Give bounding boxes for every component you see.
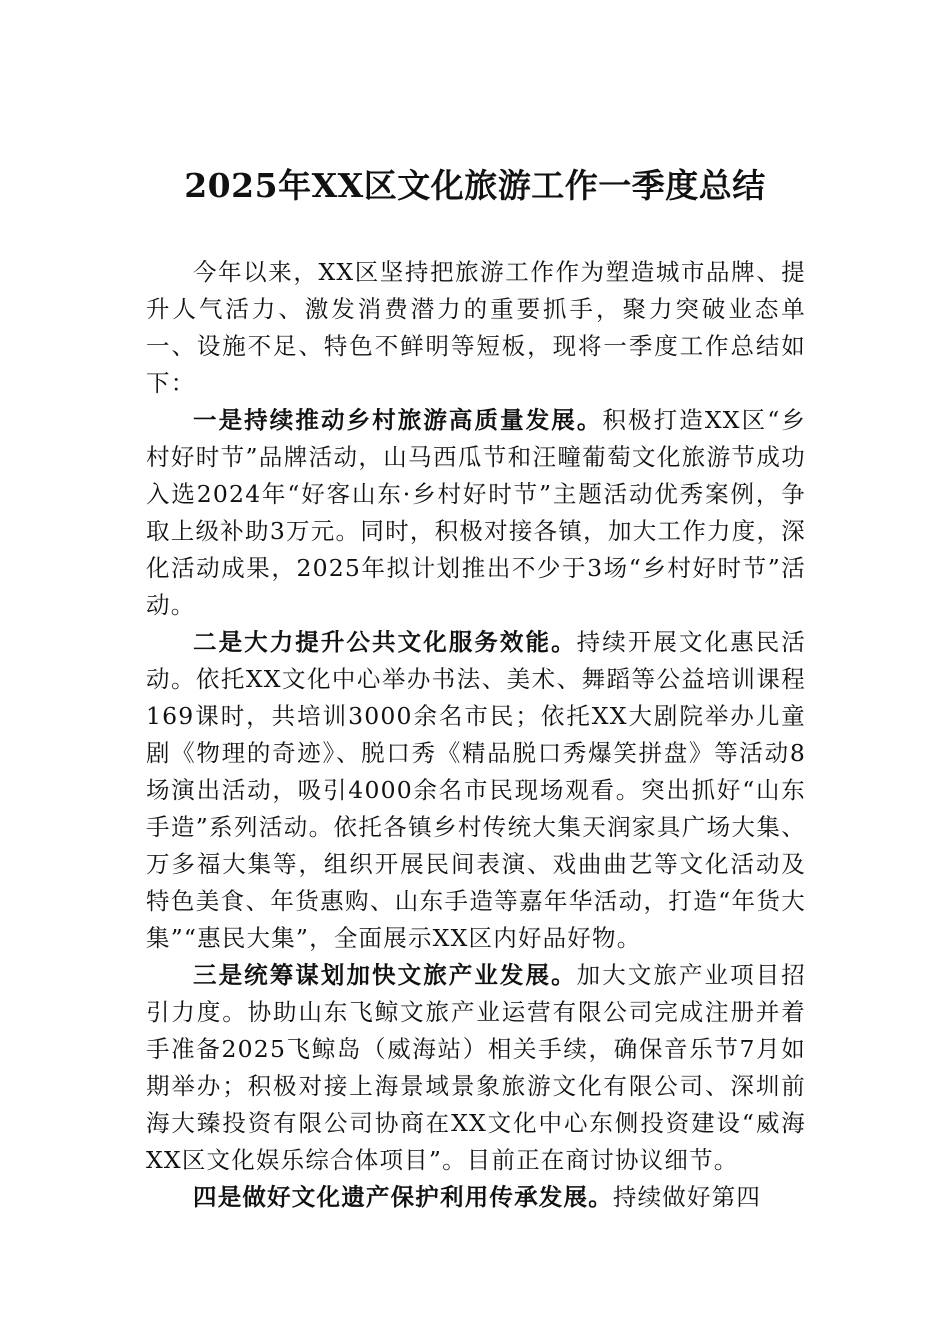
paragraph-heading: 三是统筹谋划加快文旅产业发展。	[193, 961, 577, 989]
paragraph-public-culture	[146, 624, 806, 957]
paragraph-text: 今年以来，XX区坚持把旅游工作作为塑造城市品牌、提升人气活力、激发消费潜力的重要抓手，聚力突破业态单一、设施不足、特色不鲜明等短板，现将一季度工作总结如下：	[146, 258, 806, 397]
document-title: 2025年XX区文化旅游工作一季度总结	[184, 166, 766, 205]
paragraph-heritage	[146, 1179, 806, 1216]
paragraph-text: 加大文旅产业项目招引力度。协助山东飞鲸文旅产业运营有限公司完成注册并着手准备2025飞鲸岛（威海站）相关手续，确保音乐节7月如期举办；积极对接上海景域景象旅游文化有限公司、深圳前海大臻投资有限公司协商在XX文化中心东侧投资建设“威海XX区文化娱乐综合体项目”。目前正在商讨协议细节。	[146, 961, 806, 1174]
paragraph-heading: 二是大力提升公共文化服务效能。	[193, 628, 577, 656]
paragraph-rural-tourism	[146, 402, 806, 624]
paragraph-intro	[146, 254, 806, 402]
paragraph-industry-development	[146, 957, 806, 1179]
paragraph-text: 持续开展文化惠民活动。依托XX文化中心举办书法、美术、舞蹈等公益培训课程169课时，共培训3000余名市民；依托XX大剧院举办儿童剧《物理的奇迹》、脱口秀《精品脱口秀爆笑拼盘》等活动8场演出活动，吸引4000余名市民现场观看。突出抓好“山东手造”系列活动。依托各镇乡村传统大集天润家具广场大集、万多福大集等，组织开展民间表演、戏曲曲艺等文化活动及特色美食、年货惠购、山东手造等嘉年华活动，打造“年货大集”“惠民大集”，全面展示XX区内好品好物。	[146, 628, 806, 952]
paragraph-heading: 四是做好文化遗产保护利用传承发展。	[193, 1183, 613, 1211]
paragraph-heading: 一是持续推动乡村旅游高质量发展。	[193, 406, 603, 434]
document-body	[146, 254, 806, 1216]
paragraph-text: 持续做好第四	[612, 1183, 762, 1211]
paragraph-text: 积极打造XX区“乡村好时节”品牌活动，山马西瓜节和汪疃葡萄文化旅游节成功入选2024年“好客山东·乡村好时节”主题活动优秀案例，争取上级补助3万元。同时，积极对接各镇，加大工作力度，深化活动成果，2025年拟计划推出不少于3场“乡村好时节”活动。	[146, 406, 807, 619]
